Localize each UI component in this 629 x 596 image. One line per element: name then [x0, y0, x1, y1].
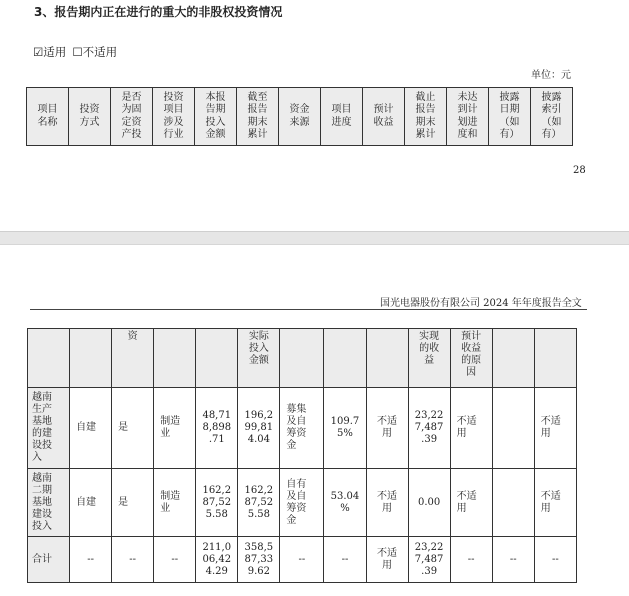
cell-current-amount: 162,2 87,52 5.58: [196, 469, 238, 537]
table-header-cell: [534, 329, 576, 388]
cell-disclosure-index: --: [534, 537, 576, 583]
table-header-cell: [280, 329, 324, 388]
document-header: 国光电器股份有限公司 2024 年年度报告全文: [380, 298, 582, 309]
cell-progress: 109.7 5%: [324, 388, 366, 469]
cell-progress: --: [324, 537, 366, 583]
table-header-cell: [366, 329, 408, 388]
table-header-cell: 截至 报告 期末 累计: [237, 88, 279, 146]
table-row: [28, 388, 577, 469]
table-header-cell: 实际 投入 金额: [238, 329, 280, 388]
investment-table-header: [26, 87, 573, 146]
table-header-cell: 预计 收益: [363, 88, 405, 146]
cell-current-amount: 48,71 8,898 .71: [196, 388, 238, 469]
table-header-cell: 本报 告期 投入 金额: [195, 88, 237, 146]
cell-fixed-asset: 是: [112, 469, 154, 537]
cell-reason: 不适 用: [450, 469, 492, 537]
investment-table: [27, 328, 577, 583]
cell-realized-return: 0.00: [408, 469, 450, 537]
cell-progress: 53.04 %: [324, 469, 366, 537]
cell-disclosure-index: 不适 用: [534, 469, 576, 537]
table-header-cell: 截止 报告 期末 累计: [405, 88, 447, 146]
cell-fund-source: --: [280, 537, 324, 583]
table-header-cell: [70, 329, 112, 388]
table-row-total: [28, 537, 577, 583]
table-header-cell: [492, 329, 534, 388]
cell-method: --: [70, 537, 112, 583]
cell-disclosure-date: [492, 469, 534, 537]
cell-reason: --: [450, 537, 492, 583]
table-header-cell: [324, 329, 366, 388]
table-header-cell: 资: [112, 329, 154, 388]
table-header-cell: 是否 为固 定资 产投: [111, 88, 153, 146]
cell-disclosure-date: --: [492, 537, 534, 583]
cell-cumulative-amount: 196,2 99,81 4.04: [238, 388, 280, 469]
cell-cumulative-amount: 162,2 87,52 5.58: [238, 469, 280, 537]
cell-reason: 不适 用: [450, 388, 492, 469]
table-header-cell: [154, 329, 196, 388]
table-header-cell: 投资 项目 涉及 行业: [153, 88, 195, 146]
table-header-cell: [28, 329, 70, 388]
applicability-options: [33, 44, 123, 60]
cell-disclosure-index: 不适 用: [534, 388, 576, 469]
cell-expected-return: 不适 用: [366, 388, 408, 469]
table-header-cell: 未达 到计 划进 度和: [447, 88, 489, 146]
cell-realized-return: 23,22 7,487 .39: [408, 537, 450, 583]
cell-method: 自建: [70, 388, 112, 469]
page-number: 28: [573, 165, 586, 176]
table-header-cell: 披露 索引 （如 有）: [531, 88, 573, 146]
cell-expected-return: 不适 用: [366, 537, 408, 583]
cell-name: 越南 二期 基地 建设 投入: [28, 469, 70, 537]
applicable-checkbox[interactable]: ☑适用: [33, 45, 67, 59]
cell-industry: 制造 业: [154, 388, 196, 469]
unit-label: 单位：元: [531, 70, 571, 81]
cell-industry: 制造 业: [154, 469, 196, 537]
table-row: [28, 469, 577, 537]
table-header-cell: 实现 的收 益: [408, 329, 450, 388]
cell-current-amount: 211,0 06,42 4.29: [196, 537, 238, 583]
not-applicable-checkbox[interactable]: ☐不适用: [72, 45, 118, 59]
header-rule: [30, 309, 587, 310]
page-break-edge: [0, 244, 629, 245]
table-header-cell: [196, 329, 238, 388]
page-break: [0, 232, 629, 244]
cell-disclosure-date: [492, 388, 534, 469]
table-header-cell: 项目 名称: [27, 88, 69, 146]
table-header-cell: 预计 收益 的原 因: [450, 329, 492, 388]
cell-name: 合计: [28, 537, 70, 583]
cell-cumulative-amount: 358,5 87,33 9.62: [238, 537, 280, 583]
cell-industry: --: [154, 537, 196, 583]
cell-method: 自建: [70, 469, 112, 537]
cell-fund-source: 募集 及自 筹资 金: [280, 388, 324, 469]
table-header-cell: 项目 进度: [321, 88, 363, 146]
table-header-cell: 资金 来源: [279, 88, 321, 146]
cell-fixed-asset: --: [112, 537, 154, 583]
cell-fund-source: 自有 及自 筹资 金: [280, 469, 324, 537]
section-title: 3、报告期内正在进行的重大的非股权投资情况: [34, 5, 283, 19]
cell-fixed-asset: 是: [112, 388, 154, 469]
cell-name: 越南 生产 基地 的建 设投 入: [28, 388, 70, 469]
cell-expected-return: 不适 用: [366, 469, 408, 537]
cell-realized-return: 23,22 7,487 .39: [408, 388, 450, 469]
table-header-cell: 投资 方式: [69, 88, 111, 146]
table-header-cell: 披露 日期 （如 有）: [489, 88, 531, 146]
